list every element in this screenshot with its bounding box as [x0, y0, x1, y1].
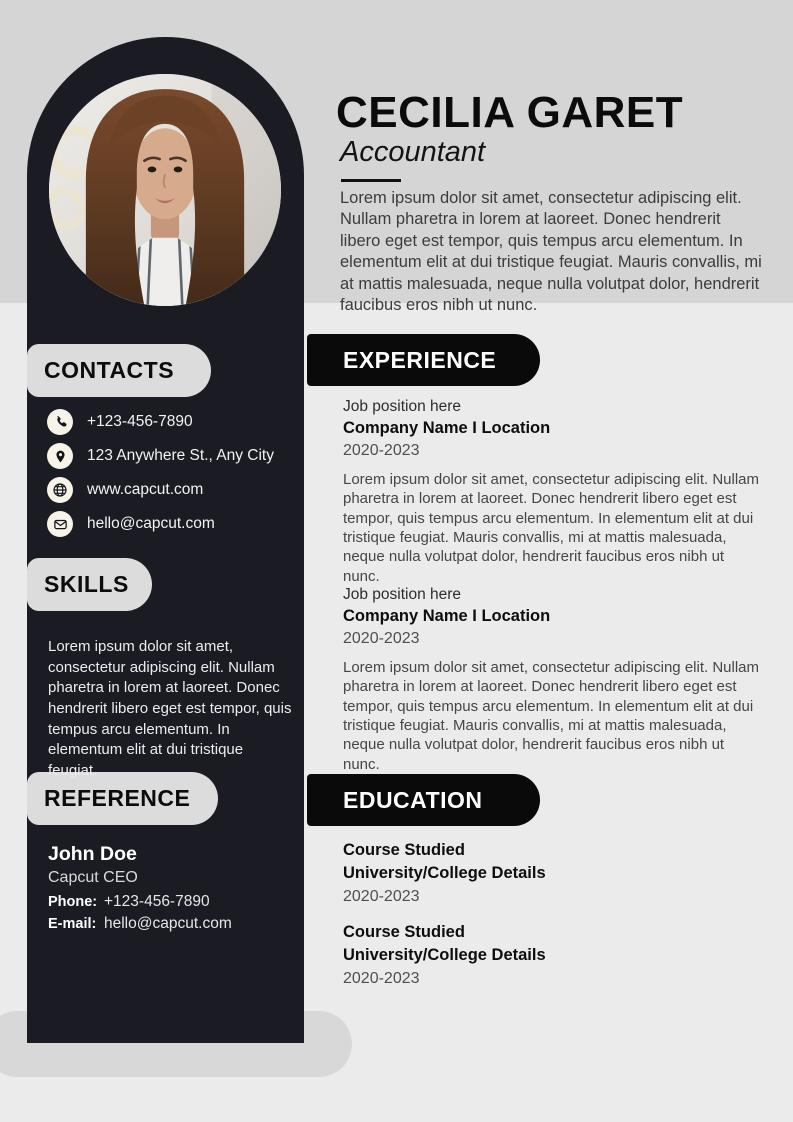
- reference-email-label: E-mail:: [48, 916, 97, 932]
- education-heading-pill: [307, 774, 540, 826]
- page-title: CECILIA GARET: [336, 88, 684, 137]
- job-dates: 2020-2023: [343, 630, 420, 647]
- contact-phone: +123-456-7890: [87, 413, 193, 430]
- company-name: Company Name I Location: [343, 607, 551, 625]
- contact-list: [47, 409, 287, 545]
- education-dates: 2020-2023: [343, 970, 420, 987]
- reference-phone-value: +123-456-7890: [104, 893, 210, 910]
- contact-row-address: [47, 443, 287, 469]
- profile-summary: Lorem ipsum dolor sit amet, consectetur adipiscing elit. Nullam pharetra in lorem at laoreet. Donec hendrerit libero eget est tempor, quis tempus arcu elementum. In elementum elit at dui tristique feugiat. Mauris convallis, mi at mattis malesuada, neque nulla volutpat dolor, hendrerit faucibus eros nibh ut nunc.: [340, 189, 762, 315]
- profile-photo: [49, 74, 281, 306]
- reference-email-row: [48, 915, 288, 933]
- reference-phone-label: Phone:: [48, 894, 98, 910]
- job-description: Lorem ipsum dolor sit amet, consectetur adipiscing elit. Nullam pharetra in lorem at laoreet. Donec hendrerit libero eget est tempor, quis tempus arcu elementum. In elementum elit at dui tristique feugiat. Mauris convallis, mi at mattis malesuada, neque nulla volutpat dolor, hendrerit faucibus eros nibh ut nunc.: [343, 659, 760, 773]
- job-description: Lorem ipsum dolor sit amet, consectetur adipiscing elit. Nullam pharetra in lorem at laoreet. Donec hendrerit libero eget est tempor, quis tempus arcu elementum. In elementum elit at dui tristique feugiat. Mauris convallis, mi at mattis malesuada, neque nulla volutpat dolor, hendrerit faucibus eros nibh ut nunc.: [343, 471, 760, 585]
- course-name: Course Studied: [343, 841, 465, 859]
- mail-icon: [47, 511, 73, 537]
- education-entry: [343, 923, 761, 988]
- reference-heading: REFERENCE: [44, 785, 191, 811]
- globe-icon: [47, 477, 73, 503]
- experience-entry: [343, 586, 761, 774]
- education-entry: [343, 841, 761, 906]
- title-underline: [341, 179, 401, 182]
- university-details: University/College Details: [343, 864, 546, 882]
- course-name: Course Studied: [343, 923, 465, 941]
- contact-address: 123 Anywhere St., Any City: [87, 447, 274, 464]
- job-dates: 2020-2023: [343, 442, 420, 459]
- contact-row-website: [47, 477, 287, 503]
- reference-name: John Doe: [48, 843, 137, 865]
- company-name: Company Name I Location: [343, 419, 551, 437]
- experience-entry: [343, 398, 761, 586]
- education-heading: EDUCATION: [343, 786, 483, 813]
- skills-heading-pill: [27, 558, 152, 611]
- experience-heading: EXPERIENCE: [343, 346, 497, 373]
- experience-heading-pill: [307, 334, 540, 386]
- contact-row-email: [47, 511, 287, 537]
- contact-website: www.capcut.com: [87, 481, 204, 498]
- reference-email-value: hello@capcut.com: [104, 915, 232, 932]
- reference-role: Capcut CEO: [48, 869, 138, 886]
- education-dates: 2020-2023: [343, 888, 420, 905]
- contacts-heading-pill: [27, 344, 211, 397]
- university-details: University/College Details: [343, 946, 546, 964]
- job-position: Job position here: [343, 586, 462, 603]
- location-icon: [47, 443, 73, 469]
- skills-heading: SKILLS: [44, 571, 129, 597]
- skills-text: Lorem ipsum dolor sit amet, consectetur adipiscing elit. Nullam pharetra in lorem at laoreet. Donec hendrerit libero eget est tempor, quis tempus arcu elementum. In elementum elit at dui tristique feugiat.: [48, 638, 292, 780]
- job-position: Job position here: [343, 398, 462, 415]
- contact-row-phone: [47, 409, 287, 435]
- job-role-subtitle: Accountant: [340, 136, 486, 168]
- contact-email: hello@capcut.com: [87, 515, 215, 532]
- reference-phone-row: [48, 893, 288, 911]
- portrait-illustration: [49, 74, 281, 306]
- phone-icon: [47, 409, 73, 435]
- contacts-heading: CONTACTS: [44, 357, 175, 383]
